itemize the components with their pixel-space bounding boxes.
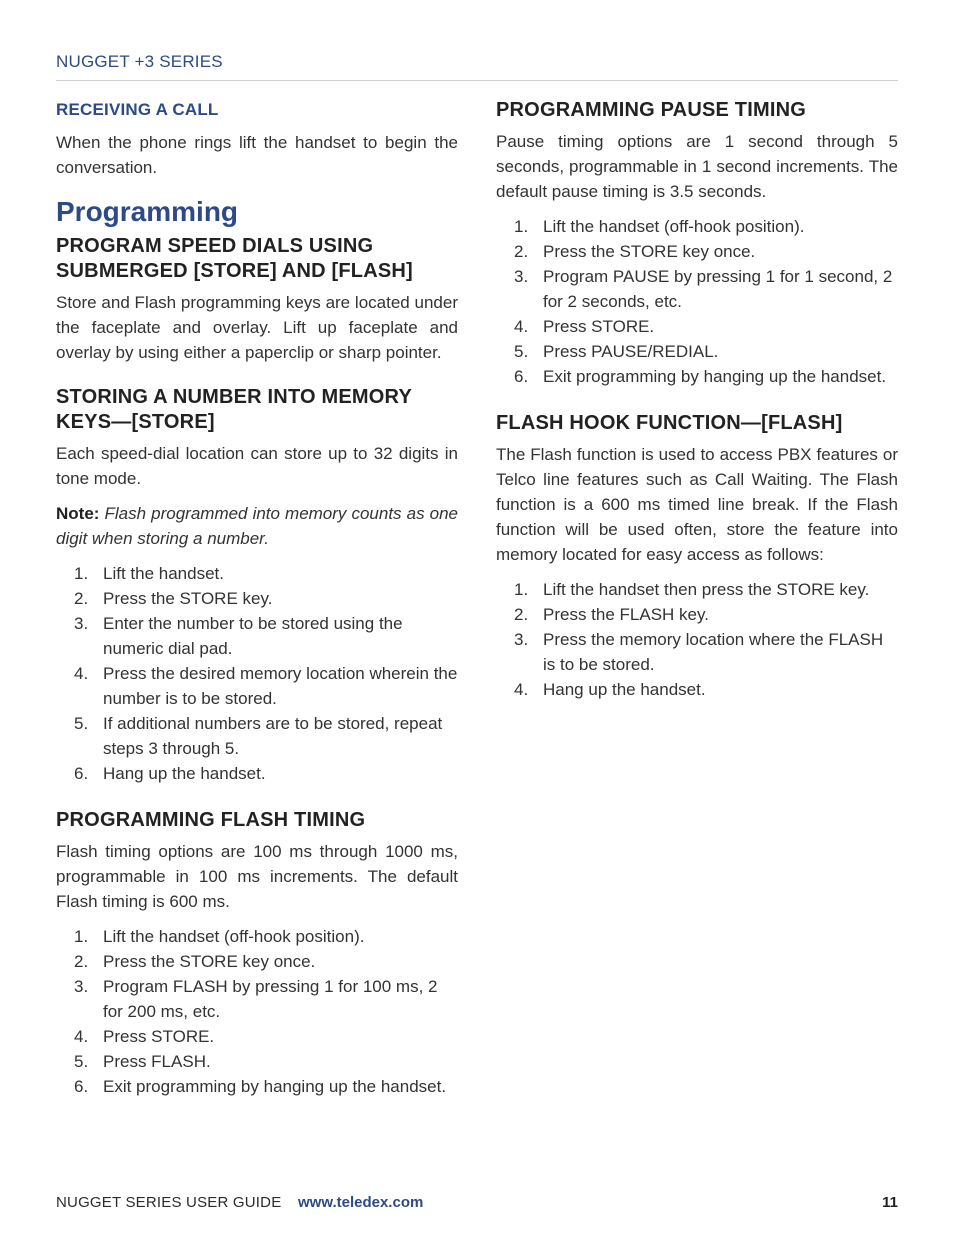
receiving-call-text: When the phone rings lift the handset to begin the conversation. bbox=[56, 133, 458, 177]
storing-heading: STORING A NUMBER INTO MEMORY KEYS—[STORE] bbox=[56, 386, 412, 433]
list-item: 4. Press STORE. bbox=[514, 317, 655, 336]
speed-dials-heading: PROGRAM SPEED DIALS USING SUBMERGED [STORE] AND [FLASH] bbox=[56, 235, 413, 282]
list-item: 4. Hang up the handset. bbox=[514, 680, 706, 699]
list-item: 5. Press PAUSE/REDIAL. bbox=[514, 342, 719, 361]
list-item: 2. Press the STORE key once. bbox=[74, 952, 316, 971]
list-item: 5. If additional numbers are to be stored, repeat steps 3 through 5. bbox=[74, 714, 443, 758]
flash-hook-text: The Flash function is used to access PBX features or Telco line features such as Call Waiting. The Flash function is a 600 ms timed line break. If the Flash function will be used often, store the feature into memory located for easy access as follows: bbox=[496, 445, 898, 564]
list-item: 3. Program PAUSE by pressing 1 for 1 second, 2 for 2 seconds, etc. bbox=[514, 267, 893, 311]
header-rule bbox=[56, 80, 898, 81]
programming-title: Programming bbox=[56, 196, 239, 227]
note-label: Note: bbox=[56, 504, 100, 523]
speed-dials-text: Store and Flash programming keys are located under the faceplate and overlay. Lift up faceplate and overlay by using either a paperclip or sharp pointer. bbox=[56, 293, 458, 362]
running-head: NUGGET +3 SERIES bbox=[56, 52, 223, 71]
receiving-call-heading: RECEIVING A CALL bbox=[56, 100, 219, 119]
list-item: 2. Press the FLASH key. bbox=[514, 605, 709, 624]
list-item: 3. Press the memory location where the FLASH is to be stored. bbox=[514, 630, 884, 674]
list-item: 6. Exit programming by hanging up the handset. bbox=[74, 1077, 447, 1096]
flash-hook-heading: FLASH HOOK FUNCTION—[FLASH] bbox=[496, 412, 843, 434]
list-item: 6. Exit programming by hanging up the handset. bbox=[514, 367, 887, 386]
list-item: 1. Lift the handset (off-hook position). bbox=[514, 217, 805, 236]
storing-text: Each speed-dial location can store up to 32 digits in tone mode. bbox=[56, 444, 458, 488]
list-item: 1. Lift the handset. bbox=[74, 564, 224, 583]
left-column bbox=[56, 96, 458, 1111]
flash-timing-steps bbox=[56, 924, 458, 1099]
list-item: 2. Press the STORE key. bbox=[74, 589, 273, 608]
storing-steps bbox=[56, 561, 458, 786]
list-item: 4. Press the desired memory location wherein the number is to be stored. bbox=[74, 664, 458, 708]
flash-hook-steps bbox=[496, 577, 898, 702]
list-item: 3. Program FLASH by pressing 1 for 100 ms, 2 for 200 ms, etc. bbox=[74, 977, 438, 1021]
flash-timing-heading: PROGRAMMING FLASH TIMING bbox=[56, 809, 366, 831]
list-item: 5. Press FLASH. bbox=[74, 1052, 211, 1071]
list-item: 3. Enter the number to be stored using the numeric dial pad. bbox=[74, 614, 403, 658]
note-text: Flash programmed into memory counts as one digit when storing a number. bbox=[56, 504, 458, 548]
footer-title: NUGGET SERIES USER GUIDE bbox=[56, 1194, 282, 1211]
list-item: 2. Press the STORE key once. bbox=[514, 242, 756, 261]
right-column bbox=[496, 96, 898, 714]
list-item: 6. Hang up the handset. bbox=[74, 764, 266, 783]
footer-url-link[interactable]: www.teledex.com bbox=[298, 1194, 424, 1211]
flash-timing-text: Flash timing options are 100 ms through 1000 ms, programmable in 100 ms increments. The default Flash timing is 600 ms. bbox=[56, 842, 458, 911]
list-item: 4. Press STORE. bbox=[74, 1027, 215, 1046]
storing-note bbox=[56, 501, 458, 551]
pause-timing-text: Pause timing options are 1 second through 5 seconds, programmable in 1 second increments. The default pause timing is 3.5 seconds. bbox=[496, 132, 898, 201]
list-item: 1. Lift the handset then press the STORE key. bbox=[514, 580, 870, 599]
page-number: 11 bbox=[882, 1194, 898, 1211]
pause-timing-steps bbox=[496, 214, 898, 389]
pause-timing-heading: PROGRAMMING PAUSE TIMING bbox=[496, 99, 806, 121]
list-item: 1. Lift the handset (off-hook position). bbox=[74, 927, 365, 946]
